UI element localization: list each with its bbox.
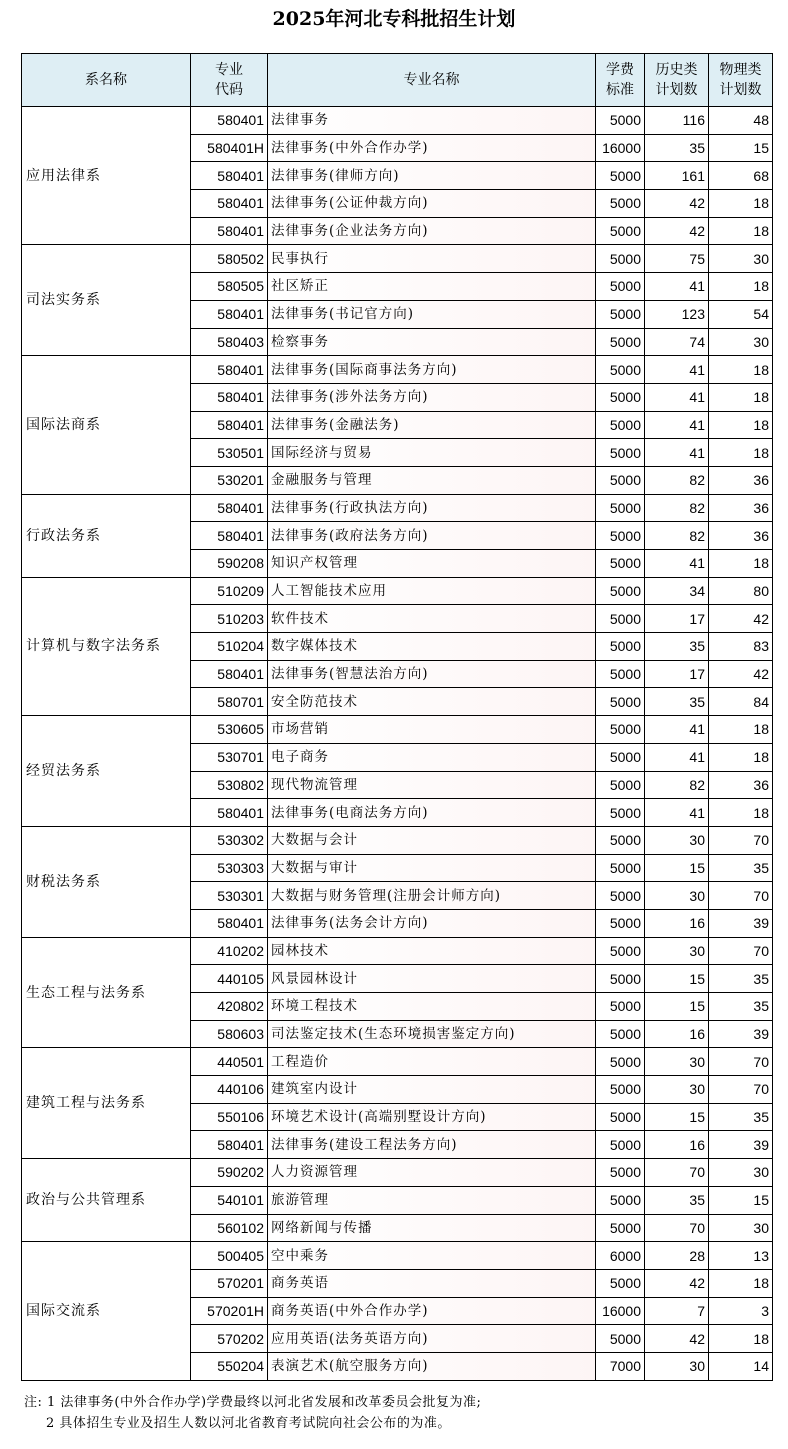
major-name: 法律事务(行政执法方向) [268,494,596,522]
tuition-fee: 5000 [596,162,645,190]
tuition-fee: 5000 [596,411,645,439]
physics-plan-count: 36 [709,494,773,522]
history-plan-count: 123 [645,300,709,328]
table-row [22,1048,773,1076]
tuition-fee: 5000 [596,660,645,688]
department-name: 计算机与数字法务系 [22,577,191,715]
physics-plan-count: 18 [709,799,773,827]
major-code: 580502 [191,245,268,273]
major-name: 人力资源管理 [268,1159,596,1187]
history-plan-count: 41 [645,716,709,744]
header-history-line2: 计划数 [655,82,698,98]
tuition-fee: 5000 [596,1131,645,1159]
major-code: 530501 [191,439,268,467]
tuition-fee: 5000 [596,1103,645,1131]
history-plan-count: 15 [645,1103,709,1131]
physics-plan-count: 18 [709,383,773,411]
major-code: 530201 [191,466,268,494]
major-name: 法律事务(律师方向) [268,162,596,190]
major-name: 数字媒体技术 [268,633,596,661]
major-name: 大数据与财务管理(注册会计师方向) [268,882,596,910]
history-plan-count: 82 [645,771,709,799]
physics-plan-count: 18 [709,273,773,301]
history-plan-count: 30 [645,1352,709,1380]
major-code: 550204 [191,1352,268,1380]
major-name: 市场营销 [268,716,596,744]
major-code: 550106 [191,1103,268,1131]
major-code: 530301 [191,882,268,910]
department-name: 经贸法务系 [22,716,191,827]
major-name: 法律事务(政府法务方向) [268,522,596,550]
physics-plan-count: 35 [709,1103,773,1131]
tuition-fee: 16000 [596,1297,645,1325]
tuition-fee: 5000 [596,1159,645,1187]
major-code: 580401 [191,356,268,384]
major-name: 法律事务(智慧法治方向) [268,660,596,688]
tuition-fee: 5000 [596,633,645,661]
history-plan-count: 42 [645,217,709,245]
tuition-fee: 5000 [596,577,645,605]
history-plan-count: 41 [645,411,709,439]
department-name: 国际交流系 [22,1242,191,1380]
tuition-fee: 5000 [596,1325,645,1353]
physics-plan-count: 15 [709,134,773,162]
physics-plan-count: 18 [709,411,773,439]
physics-plan-count: 18 [709,1269,773,1297]
table-row [22,826,773,854]
tuition-fee: 5000 [596,771,645,799]
major-code: 410202 [191,937,268,965]
major-name: 金融服务与管理 [268,466,596,494]
history-plan-count: 15 [645,854,709,882]
header-physics-plan [709,54,773,107]
history-plan-count: 82 [645,466,709,494]
history-plan-count: 15 [645,993,709,1021]
major-name: 安全防范技术 [268,688,596,716]
major-name: 空中乘务 [268,1242,596,1270]
major-name: 建筑室内设计 [268,1076,596,1104]
history-plan-count: 75 [645,245,709,273]
physics-plan-count: 30 [709,1159,773,1187]
table-row [22,245,773,273]
tuition-fee: 5000 [596,550,645,578]
major-name: 旅游管理 [268,1186,596,1214]
table-header-row [22,54,773,107]
major-name: 国际经济与贸易 [268,439,596,467]
physics-plan-count: 18 [709,217,773,245]
major-name: 环境工程技术 [268,993,596,1021]
history-plan-count: 35 [645,1186,709,1214]
physics-plan-count: 70 [709,1076,773,1104]
major-code: 580401 [191,799,268,827]
history-plan-count: 42 [645,1269,709,1297]
history-plan-count: 42 [645,190,709,218]
table-row [22,494,773,522]
tuition-fee: 5000 [596,716,645,744]
department-name: 司法实务系 [22,245,191,356]
physics-plan-count: 18 [709,439,773,467]
major-code: 540101 [191,1186,268,1214]
physics-plan-count: 18 [709,550,773,578]
header-name-label: 专业名称 [403,72,460,88]
document-title: 2025年河北专科批招生计划 [272,8,516,30]
history-plan-count: 35 [645,633,709,661]
tuition-fee: 5000 [596,300,645,328]
header-history-line1: 历史类 [655,62,698,78]
history-plan-count: 28 [645,1242,709,1270]
history-plan-count: 17 [645,660,709,688]
major-name: 园林技术 [268,937,596,965]
history-plan-count: 41 [645,273,709,301]
history-plan-count: 70 [645,1159,709,1187]
major-name: 商务英语(中外合作办学) [268,1297,596,1325]
major-name: 网络新闻与传播 [268,1214,596,1242]
history-plan-count: 30 [645,937,709,965]
physics-plan-count: 18 [709,743,773,771]
department-name: 财税法务系 [22,826,191,937]
footnotes [24,1392,481,1434]
physics-plan-count: 18 [709,356,773,384]
history-plan-count: 30 [645,882,709,910]
table-row [22,937,773,965]
table-row [22,1242,773,1270]
physics-plan-count: 18 [709,716,773,744]
history-plan-count: 70 [645,1214,709,1242]
major-name: 法律事务 [268,107,596,135]
header-code-line2: 代码 [215,82,243,98]
physics-plan-count: 39 [709,909,773,937]
history-plan-count: 34 [645,577,709,605]
major-name: 应用英语(法务英语方向) [268,1325,596,1353]
major-code: 510203 [191,605,268,633]
history-plan-count: 161 [645,162,709,190]
major-code: 580701 [191,688,268,716]
tuition-fee: 5000 [596,217,645,245]
history-plan-count: 7 [645,1297,709,1325]
major-code: 420802 [191,993,268,1021]
major-code: 580401 [191,383,268,411]
history-plan-count: 35 [645,688,709,716]
department-name: 应用法律系 [22,107,191,245]
tuition-fee: 5000 [596,688,645,716]
physics-plan-count: 14 [709,1352,773,1380]
major-code: 590208 [191,550,268,578]
major-code: 580401 [191,300,268,328]
major-code: 580401H [191,134,268,162]
history-plan-count: 15 [645,965,709,993]
major-name: 大数据与会计 [268,826,596,854]
table-row [22,577,773,605]
tuition-fee: 5000 [596,356,645,384]
major-code: 530302 [191,826,268,854]
header-dept [22,54,191,107]
tuition-fee: 5000 [596,466,645,494]
history-plan-count: 116 [645,107,709,135]
history-plan-count: 41 [645,799,709,827]
physics-plan-count: 48 [709,107,773,135]
tuition-fee: 5000 [596,965,645,993]
physics-plan-count: 80 [709,577,773,605]
tuition-fee: 5000 [596,328,645,356]
department-name: 国际法商系 [22,356,191,494]
history-plan-count: 30 [645,826,709,854]
physics-plan-count: 83 [709,633,773,661]
major-name: 电子商务 [268,743,596,771]
major-code: 580401 [191,660,268,688]
major-code: 510204 [191,633,268,661]
physics-plan-count: 35 [709,993,773,1021]
tuition-fee: 7000 [596,1352,645,1380]
major-code: 580401 [191,1131,268,1159]
header-name [268,54,596,107]
major-name: 大数据与审计 [268,854,596,882]
tuition-fee: 5000 [596,1076,645,1104]
tuition-fee: 5000 [596,245,645,273]
tuition-fee: 5000 [596,993,645,1021]
major-code: 580401 [191,494,268,522]
history-plan-count: 82 [645,494,709,522]
major-code: 580401 [191,107,268,135]
physics-plan-count: 70 [709,882,773,910]
tuition-fee: 5000 [596,273,645,301]
major-code: 580603 [191,1020,268,1048]
table-row [22,107,773,135]
history-plan-count: 35 [645,134,709,162]
header-fee-line1: 学费 [606,62,634,78]
history-plan-count: 16 [645,1131,709,1159]
major-name: 法律事务(中外合作办学) [268,134,596,162]
tuition-fee: 5000 [596,494,645,522]
major-name: 法律事务(法务会计方向) [268,909,596,937]
physics-plan-count: 36 [709,771,773,799]
physics-plan-count: 30 [709,1214,773,1242]
major-code: 580403 [191,328,268,356]
major-code: 580505 [191,273,268,301]
physics-plan-count: 42 [709,605,773,633]
physics-plan-count: 36 [709,522,773,550]
major-code: 530303 [191,854,268,882]
major-name: 法律事务(国际商事法务方向) [268,356,596,384]
tuition-fee: 5000 [596,522,645,550]
table-row [22,716,773,744]
major-name: 检察事务 [268,328,596,356]
table-row [22,356,773,384]
department-name: 行政法务系 [22,494,191,577]
history-plan-count: 41 [645,743,709,771]
major-name: 法律事务(金融法务) [268,411,596,439]
tuition-fee: 5000 [596,1186,645,1214]
physics-plan-count: 18 [709,190,773,218]
physics-plan-count: 36 [709,466,773,494]
history-plan-count: 82 [645,522,709,550]
tuition-fee: 5000 [596,854,645,882]
physics-plan-count: 39 [709,1131,773,1159]
major-code: 580401 [191,162,268,190]
tuition-fee: 5000 [596,1269,645,1297]
physics-plan-count: 15 [709,1186,773,1214]
major-name: 法律事务(建设工程法务方向) [268,1131,596,1159]
history-plan-count: 41 [645,439,709,467]
major-name: 法律事务(企业法务方向) [268,217,596,245]
physics-plan-count: 18 [709,1325,773,1353]
tuition-fee: 5000 [596,1214,645,1242]
major-name: 民事执行 [268,245,596,273]
major-code: 570202 [191,1325,268,1353]
header-physics-line1: 物理类 [719,62,762,78]
major-name: 司法鉴定技术(生态环境损害鉴定方向) [268,1020,596,1048]
history-plan-count: 17 [645,605,709,633]
major-name: 人工智能技术应用 [268,577,596,605]
header-history-plan [645,54,709,107]
major-name: 软件技术 [268,605,596,633]
major-name: 工程造价 [268,1048,596,1076]
major-code: 590202 [191,1159,268,1187]
header-code [191,54,268,107]
physics-plan-count: 70 [709,826,773,854]
physics-plan-count: 39 [709,1020,773,1048]
major-name: 现代物流管理 [268,771,596,799]
history-plan-count: 16 [645,1020,709,1048]
history-plan-count: 74 [645,328,709,356]
tuition-fee: 5000 [596,937,645,965]
table-body [22,107,773,1381]
tuition-fee: 5000 [596,107,645,135]
physics-plan-count: 54 [709,300,773,328]
tuition-fee: 16000 [596,134,645,162]
major-name: 法律事务(公证仲裁方向) [268,190,596,218]
physics-plan-count: 70 [709,1048,773,1076]
footnote-2: 2 具体招生专业及招生人数以河北省教育考试院向社会公布的为准。 [46,1416,451,1431]
tuition-fee: 6000 [596,1242,645,1270]
major-code: 440501 [191,1048,268,1076]
tuition-fee: 5000 [596,1020,645,1048]
major-code: 580401 [191,190,268,218]
header-fee-line2: 标准 [606,82,634,98]
tuition-fee: 5000 [596,439,645,467]
major-code: 510209 [191,577,268,605]
physics-plan-count: 35 [709,854,773,882]
major-name: 法律事务(电商法务方向) [268,799,596,827]
physics-plan-count: 70 [709,937,773,965]
major-code: 560102 [191,1214,268,1242]
major-name: 表演艺术(航空服务方向) [268,1352,596,1380]
major-code: 530701 [191,743,268,771]
physics-plan-count: 13 [709,1242,773,1270]
history-plan-count: 42 [645,1325,709,1353]
header-dept-label: 系名称 [85,72,127,88]
major-code: 440106 [191,1076,268,1104]
major-name: 环境艺术设计(高端别墅设计方向) [268,1103,596,1131]
history-plan-count: 41 [645,383,709,411]
major-name: 法律事务(书记官方向) [268,300,596,328]
header-physics-line2: 计划数 [719,82,762,98]
history-plan-count: 16 [645,909,709,937]
department-name: 生态工程与法务系 [22,937,191,1048]
physics-plan-count: 68 [709,162,773,190]
physics-plan-count: 3 [709,1297,773,1325]
major-code: 580401 [191,217,268,245]
physics-plan-count: 30 [709,245,773,273]
tuition-fee: 5000 [596,1048,645,1076]
history-plan-count: 41 [645,356,709,384]
department-name: 政治与公共管理系 [22,1159,191,1242]
major-name: 社区矫正 [268,273,596,301]
footnote-1: 注: 1 法律事务(中外合作办学)学费最终以河北省发展和改革委员会批复为准; [24,1395,482,1410]
header-code-line1: 专业 [215,62,243,78]
physics-plan-count: 84 [709,688,773,716]
major-code: 570201 [191,1269,268,1297]
history-plan-count: 41 [645,550,709,578]
major-code: 440105 [191,965,268,993]
physics-plan-count: 42 [709,660,773,688]
major-code: 580401 [191,909,268,937]
major-name: 商务英语 [268,1269,596,1297]
tuition-fee: 5000 [596,882,645,910]
physics-plan-count: 30 [709,328,773,356]
physics-plan-count: 35 [709,965,773,993]
tuition-fee: 5000 [596,605,645,633]
tuition-fee: 5000 [596,909,645,937]
major-code: 580401 [191,411,268,439]
department-name: 建筑工程与法务系 [22,1048,191,1159]
history-plan-count: 30 [645,1076,709,1104]
major-code: 530802 [191,771,268,799]
tuition-fee: 5000 [596,826,645,854]
tuition-fee: 5000 [596,383,645,411]
major-code: 530605 [191,716,268,744]
enrollment-plan-table [21,53,773,1381]
major-code: 500405 [191,1242,268,1270]
major-code: 580401 [191,522,268,550]
tuition-fee: 5000 [596,190,645,218]
major-name: 法律事务(涉外法务方向) [268,383,596,411]
major-name: 风景园林设计 [268,965,596,993]
major-code: 570201H [191,1297,268,1325]
table-row [22,1159,773,1187]
tuition-fee: 5000 [596,799,645,827]
major-name: 知识产权管理 [268,550,596,578]
history-plan-count: 30 [645,1048,709,1076]
tuition-fee: 5000 [596,743,645,771]
header-fee [596,54,645,107]
